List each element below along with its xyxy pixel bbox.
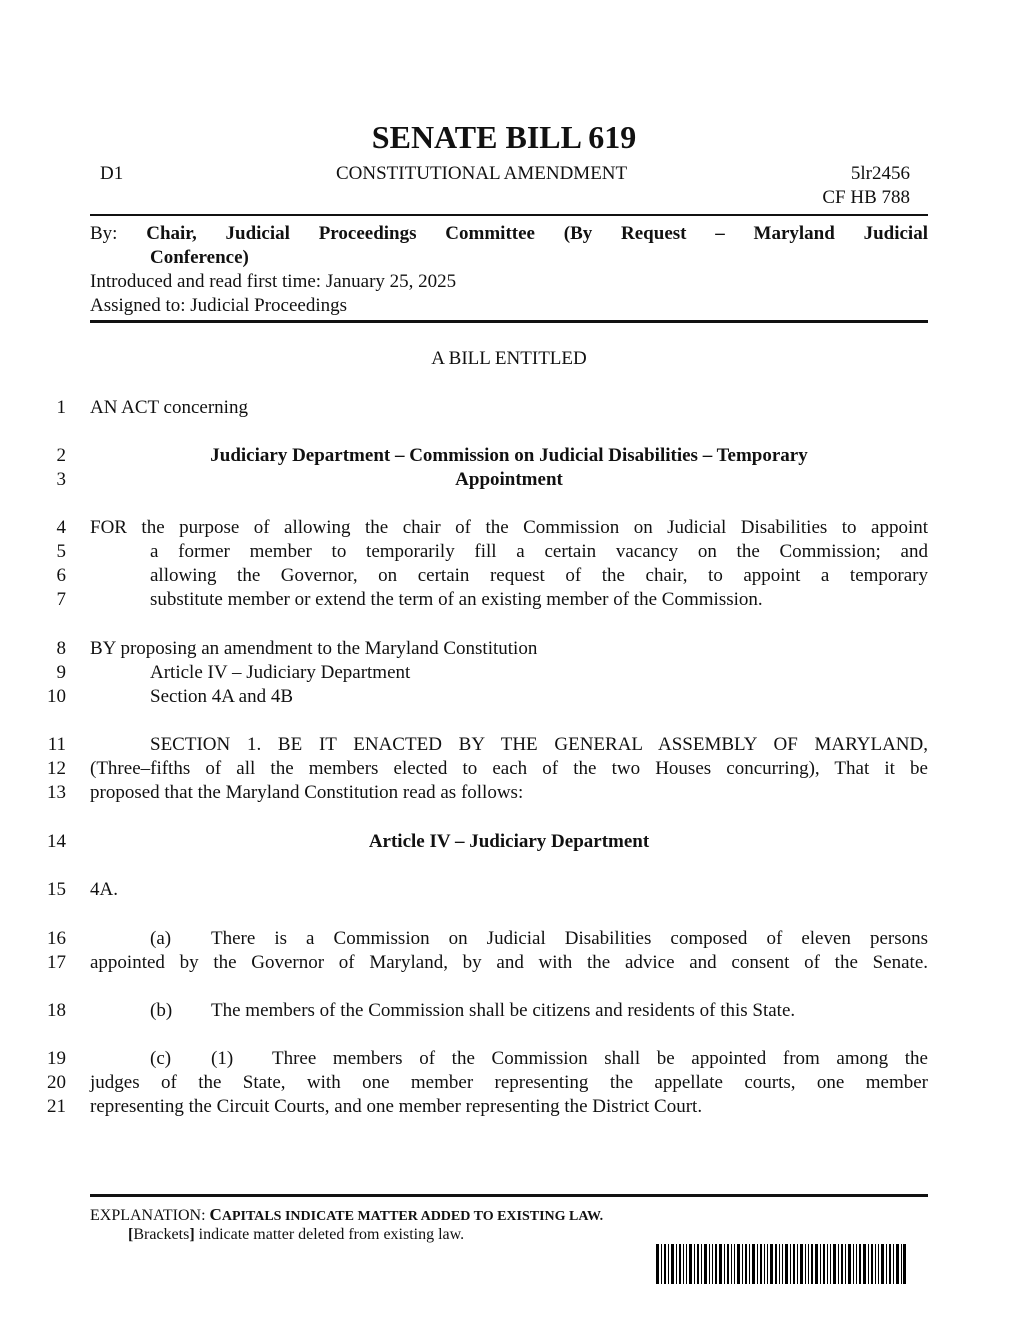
purpose-line: a former member to temporarily fill a certain vacancy on the Commission; and: [150, 541, 928, 562]
line-number: 13: [47, 782, 66, 803]
bill-type: CONSTITUTIONAL AMENDMENT: [336, 163, 628, 184]
enacting-clause: SECTION 1. BE IT ENACTED BY THE GENERAL ASSEMBLY OF MARYLAND,: [150, 734, 928, 755]
subsection-a-text: There is a Commission on Judicial Disabilities composed of eleven persons: [211, 928, 928, 949]
brackets-line: [128, 1225, 464, 1245]
sponsor-line-2: Conference): [150, 247, 249, 268]
line-number: 5: [56, 541, 66, 562]
enacting-clause: (Three–fifths of all the members elected to each of the two Houses concurring), That it be: [90, 758, 928, 779]
purpose-line: FOR the purpose of allowing the chair of the Commission on Judicial Disabilities to appoint: [90, 517, 928, 538]
bill-heading-line-1: Judiciary Department – Commission on Judicial Disabilities – Temporary: [210, 445, 808, 466]
subsection-c-text: judges of the State, with one member representing the appellate courts, one member: [90, 1072, 928, 1093]
purpose-line: substitute member or extend the term of an existing member of the Commission.: [150, 589, 763, 610]
brackets-word: Brackets: [133, 1226, 190, 1243]
subsection-label: (c): [150, 1048, 172, 1069]
capitals-text: APITALS INDICATE MATTER ADDED TO EXISTING LAW: [221, 1209, 600, 1224]
line-number: 18: [47, 1000, 66, 1021]
line-number: 21: [47, 1096, 66, 1117]
bill-title: SENATE BILL 619: [371, 119, 637, 155]
by-proposing: BY proposing an amendment to the Maryland Constitution: [90, 638, 538, 659]
purpose-line: allowing the Governor, on certain request of the chair, to appoint a temporary: [150, 565, 928, 586]
bracket-close: ]: [189, 1226, 195, 1243]
capitals-initial: C: [209, 1205, 222, 1224]
by-article: Article IV – Judiciary Department: [150, 662, 411, 683]
line-number: 9: [56, 662, 66, 683]
subsection-label: (a): [150, 928, 172, 949]
barcode-icon: [656, 1244, 906, 1284]
line-number: 11: [47, 734, 66, 755]
line-number: 17: [47, 952, 66, 973]
line-number: 14: [47, 831, 66, 852]
cross-file: CF HB 788: [822, 187, 910, 208]
line-number: 10: [47, 686, 66, 707]
capitals-period: .: [599, 1209, 604, 1224]
line-number: 7: [56, 589, 66, 610]
line-number: 3: [56, 469, 66, 490]
footer-rule: [90, 1194, 928, 1197]
explanation-line: [90, 1205, 603, 1227]
explanation-label: EXPLANATION:: [90, 1207, 206, 1224]
subsection-c-text: representing the Circuit Courts, and one member representing the District Court.: [90, 1096, 703, 1117]
section-number: 4A.: [90, 879, 118, 900]
line-number: 15: [47, 879, 66, 900]
introduced-date: Introduced and read first time: January 25, 2025: [90, 271, 457, 292]
line-number: 19: [47, 1048, 66, 1069]
by-section: Section 4A and 4B: [150, 686, 294, 707]
subsection-a-text: appointed by the Governor of Maryland, by and with the advice and consent of the Senate.: [90, 952, 928, 973]
line-number: 2: [56, 445, 66, 466]
line-number: 8: [56, 638, 66, 659]
sponsor-rule: [90, 320, 928, 323]
assigned-committee: Assigned to: Judicial Proceedings: [90, 295, 347, 316]
header-rule: [90, 214, 928, 216]
enacting-clause: proposed that the Maryland Constitution read as follows:: [90, 782, 524, 803]
bill-heading-line-2: Appointment: [455, 469, 563, 490]
line-number: 16: [47, 928, 66, 949]
paragraph-label: (1): [211, 1048, 234, 1069]
line-number: 12: [47, 758, 66, 779]
category-code: D1: [100, 163, 124, 184]
drafting-number: 5lr2456: [850, 163, 910, 184]
act-concerning: AN ACT concerning: [90, 397, 248, 418]
by-label: By:: [90, 223, 118, 244]
sponsor-line-1: [90, 222, 928, 246]
subsection-b-text: The members of the Commission shall be citizens and residents of this State.: [211, 1000, 796, 1021]
brackets-explanation: indicate matter deleted from existing law.: [198, 1226, 465, 1243]
bill-entitled: A BILL ENTITLED: [431, 348, 587, 369]
line-number: 1: [56, 397, 66, 418]
sponsor-name: Chair, Judicial Proceedings Committee (By Request – Maryland Judicial: [146, 223, 928, 244]
line-number: 4: [56, 517, 66, 538]
bracket-open: [: [128, 1226, 134, 1243]
line-number: 20: [47, 1072, 66, 1093]
subsection-label: (b): [150, 1000, 173, 1021]
subsection-c-text: Three members of the Commission shall be appointed from among the: [272, 1048, 928, 1069]
article-heading: Article IV – Judiciary Department: [368, 831, 650, 852]
line-number: 6: [56, 565, 66, 586]
